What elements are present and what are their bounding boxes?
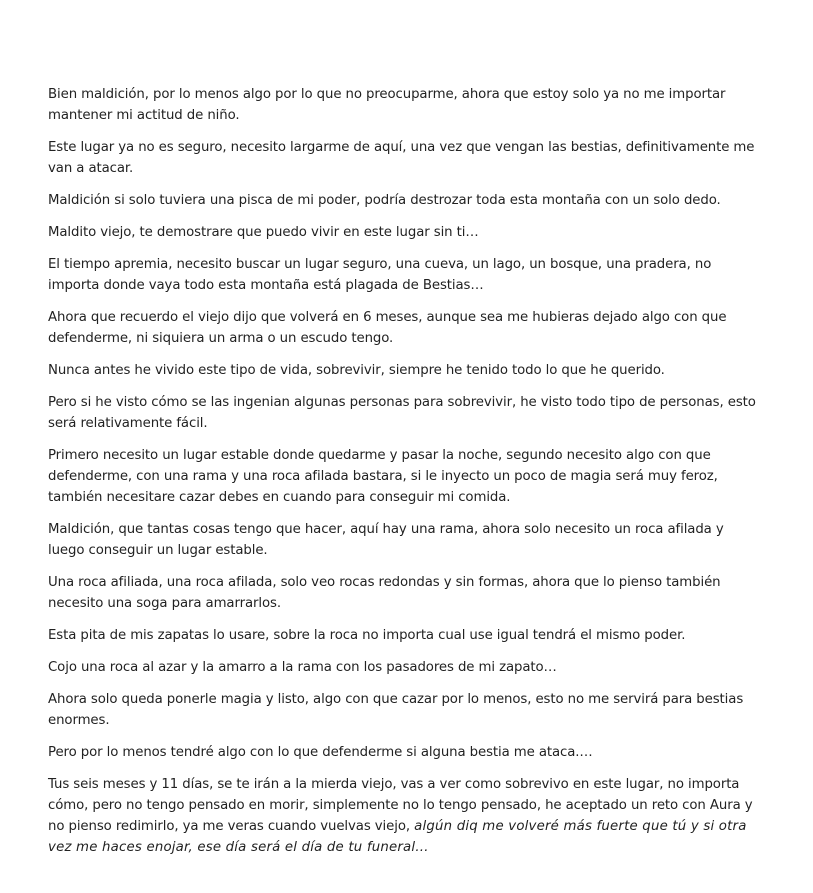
paragraph-2: Este lugar ya no es seguro, necesito largarme de aquí, una vez que vengan las bestias, definitivamente me van a atacar. [48,140,755,176]
paragraph-10: Maldición, que tantas cosas tengo que hacer, aquí hay una rama, ahora solo necesito un roca afilada y luego conseguir un lugar estable. [48,522,724,558]
paragraph-11: Una roca afiliada, una roca afilada, solo veo rocas redondas y sin formas, ahora que lo pienso también necesito una soga para amarrarlos. [48,575,721,611]
paragraph-final-plain: Tus seis meses y 11 días, se te irán a la mierda viejo, vas a ver como sobrevivo en este lugar, no importa cómo, pero no tengo pensado en morir, simplemente no lo tengo pensado, he aceptado un reto con Aura y no pienso redimirlo, ya me veras cuando vuelvas viejo, [48,777,753,834]
document-body [48,84,763,869]
paragraph-5: El tiempo apremia, necesito buscar un lugar seguro, una cueva, un lago, un bosque, una pradera, no importa donde vaya todo esta montaña está plagada de Bestias… [48,257,712,293]
paragraph-final [48,774,763,858]
paragraph-8: Pero si he visto cómo se las ingenian algunas personas para sobrevivir, he visto todo tipo de personas, esto será relativamente fácil. [48,395,756,431]
paragraph-3: Maldición si solo tuviera una pisca de mi poder, podría destrozar toda esta montaña con un solo dedo. [48,193,721,208]
paragraph-9: Primero necesito un lugar estable donde quedarme y pasar la noche, segundo necesito algo con que defenderme, con una rama y una roca afilada bastara, si le inyecto un poco de magia será muy feroz, también necesitare cazar debes en cuando para conseguir mi comida. [48,448,718,505]
paragraph-14: Ahora solo queda ponerle magia y listo, algo con que cazar por lo menos, esto no me servirá para bestias enormes. [48,692,744,728]
paragraph-12: Esta pita de mis zapatas lo usare, sobre la roca no importa cual use igual tendrá el mismo poder. [48,628,686,643]
paragraph-7: Nunca antes he vivido este tipo de vida, sobrevivir, siempre he tenido todo lo que he querido. [48,363,665,378]
paragraph-4: Maldito viejo, te demostrare que puedo vivir en este lugar sin ti… [48,225,479,240]
paragraph-15: Pero por lo menos tendré algo con lo que defenderme si alguna bestia me ataca.… [48,745,593,760]
paragraph-final-handwritten: algún diq me volveré más fuerte que tú y si otra vez me haces enojar, ese día será el día de tu funeral… [48,819,747,855]
paragraph-6: Ahora que recuerdo el viejo dijo que volverá en 6 meses, aunque sea me hubieras dejado algo con que defenderme, ni siquiera un arma o un escudo tengo. [48,310,727,346]
paragraph-1: Bien maldición, por lo menos algo por lo que no preocuparme, ahora que estoy solo ya no me importar mantener mi actitud de niño. [48,87,726,123]
paragraph-13: Cojo una roca al azar y la amarro a la rama con los pasadores de mi zapato… [48,660,557,675]
